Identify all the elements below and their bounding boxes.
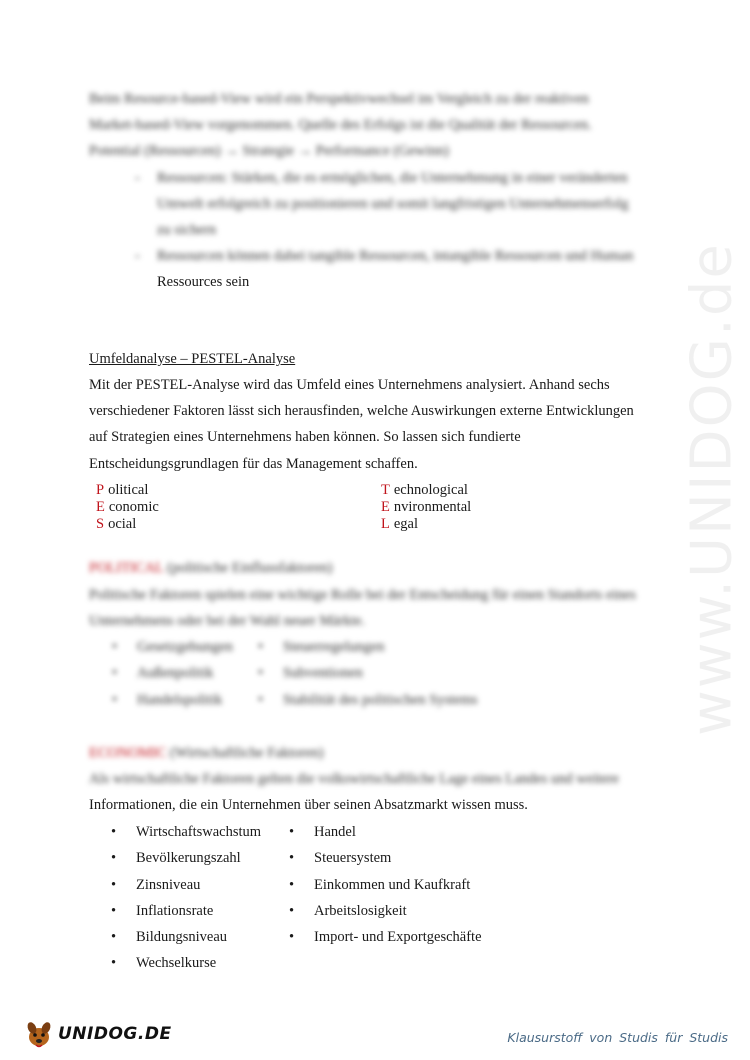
list-item: • Steuerregelungen xyxy=(258,634,478,660)
list-item: • Handel xyxy=(289,819,482,845)
list-item: • Bevölkerungszahl xyxy=(111,845,261,871)
dash-list-item: - Ressourcen: Stärken, die es ermöglichen, die Unternehmung in einer veränderten Umwelt erfolgreich zu positionieren und somit langfristigen Unternehmenserfolg zu sichern xyxy=(135,170,629,238)
watermark: www.UNIDOG.de xyxy=(679,242,745,736)
dog-mascot-icon xyxy=(22,1017,56,1051)
list-item: • Steuersystem xyxy=(289,845,482,871)
body-line: verschiedener Faktoren lässt sich herausfinden, welche Auswirkungen externe Entwicklungen xyxy=(89,403,634,419)
list-item: • Bildungsniveau xyxy=(111,924,261,950)
body-line: Politische Faktoren spielen eine wichtige Rolle bei der Entscheidung für einen Standorts eines xyxy=(89,587,636,603)
pestel-left-column xyxy=(96,482,159,533)
pestel-factor: T echnological xyxy=(381,482,468,498)
body-line: Informationen, die ein Unternehmen über seinen Absatzmarkt wissen muss. xyxy=(89,797,528,813)
body-line: Entscheidungsgrundlagen für das Management schaffen. xyxy=(89,456,418,472)
body-line: Unternehmens oder bei der Wahl neuer Märkte. xyxy=(89,613,365,629)
list-item: • Gesetzgebungen xyxy=(112,634,233,660)
list-item: • Arbeitslosigkeit xyxy=(289,898,482,924)
pestel-factor: S ocial xyxy=(96,516,137,532)
pestel-factor: L egal xyxy=(381,516,419,532)
list-item: • Wechselkurse xyxy=(111,950,261,976)
political-list-right xyxy=(258,634,478,713)
pestel-right-column xyxy=(381,482,471,533)
economic-list-left xyxy=(111,819,261,977)
intro-line: Potential (Ressourcen) → Strategie → Performance (Gewinn) xyxy=(89,143,449,159)
economic-list-right xyxy=(289,819,482,950)
footer-logo[interactable] xyxy=(22,1016,172,1052)
body-line: Mit der PESTEL-Analyse wird das Umfeld eines Unternehmens analysiert. Anhand sechs xyxy=(89,377,610,393)
list-item: • Import- und Exportgeschäfte xyxy=(289,924,482,950)
political-list-left xyxy=(112,634,233,713)
pestel-factor: E nvironmental xyxy=(381,499,472,515)
dash-list-item-visible: Ressources sein xyxy=(157,274,250,290)
section-title: ECONOMIC (Wirtschaftliche Faktoren) xyxy=(89,745,324,761)
section-heading: Umfeldanalyse – PESTEL-Analyse xyxy=(89,351,296,367)
list-item: • Inflationsrate xyxy=(111,898,261,924)
list-item: • Handelspolitik xyxy=(112,687,233,713)
list-item: • Wirtschaftswachstum xyxy=(111,819,261,845)
list-item: • Stabilität des politischen Systems xyxy=(258,687,478,713)
dash-list-item: - Ressourcen können dabei tangible Ressourcen, intangible Ressourcen und Human xyxy=(135,248,634,264)
body-line: auf Strategien eines Unternehmens haben können. So lassen sich fundierte xyxy=(89,429,521,445)
section-title: POLITICAL (politische Einflussfaktoren) xyxy=(89,560,333,576)
pestel-factor: E conomic xyxy=(96,499,159,515)
list-item: • Subventionen xyxy=(258,660,478,686)
list-item: • Zinsniveau xyxy=(111,872,261,898)
pestel-factor: P olitical xyxy=(96,482,149,498)
intro-line: Beim Resource-based-View wird ein Perspektivwechsel im Vergleich zu der reaktiven xyxy=(89,91,589,107)
brand-name: UNIDOG.DE xyxy=(58,1024,172,1044)
list-item: • Außenpolitik xyxy=(112,660,233,686)
intro-line: Market-based-View vorgenommen. Quelle des Erfolgs ist die Qualität der Ressourcen. xyxy=(89,117,592,133)
list-item: • Einkommen und Kaufkraft xyxy=(289,872,482,898)
footer-tagline: Klausurstoff von Studis für Studis xyxy=(507,1030,728,1045)
body-line: Als wirtschaftliche Faktoren gelten die volkswirtschaftliche Lage eines Landes und weitere xyxy=(89,771,619,787)
